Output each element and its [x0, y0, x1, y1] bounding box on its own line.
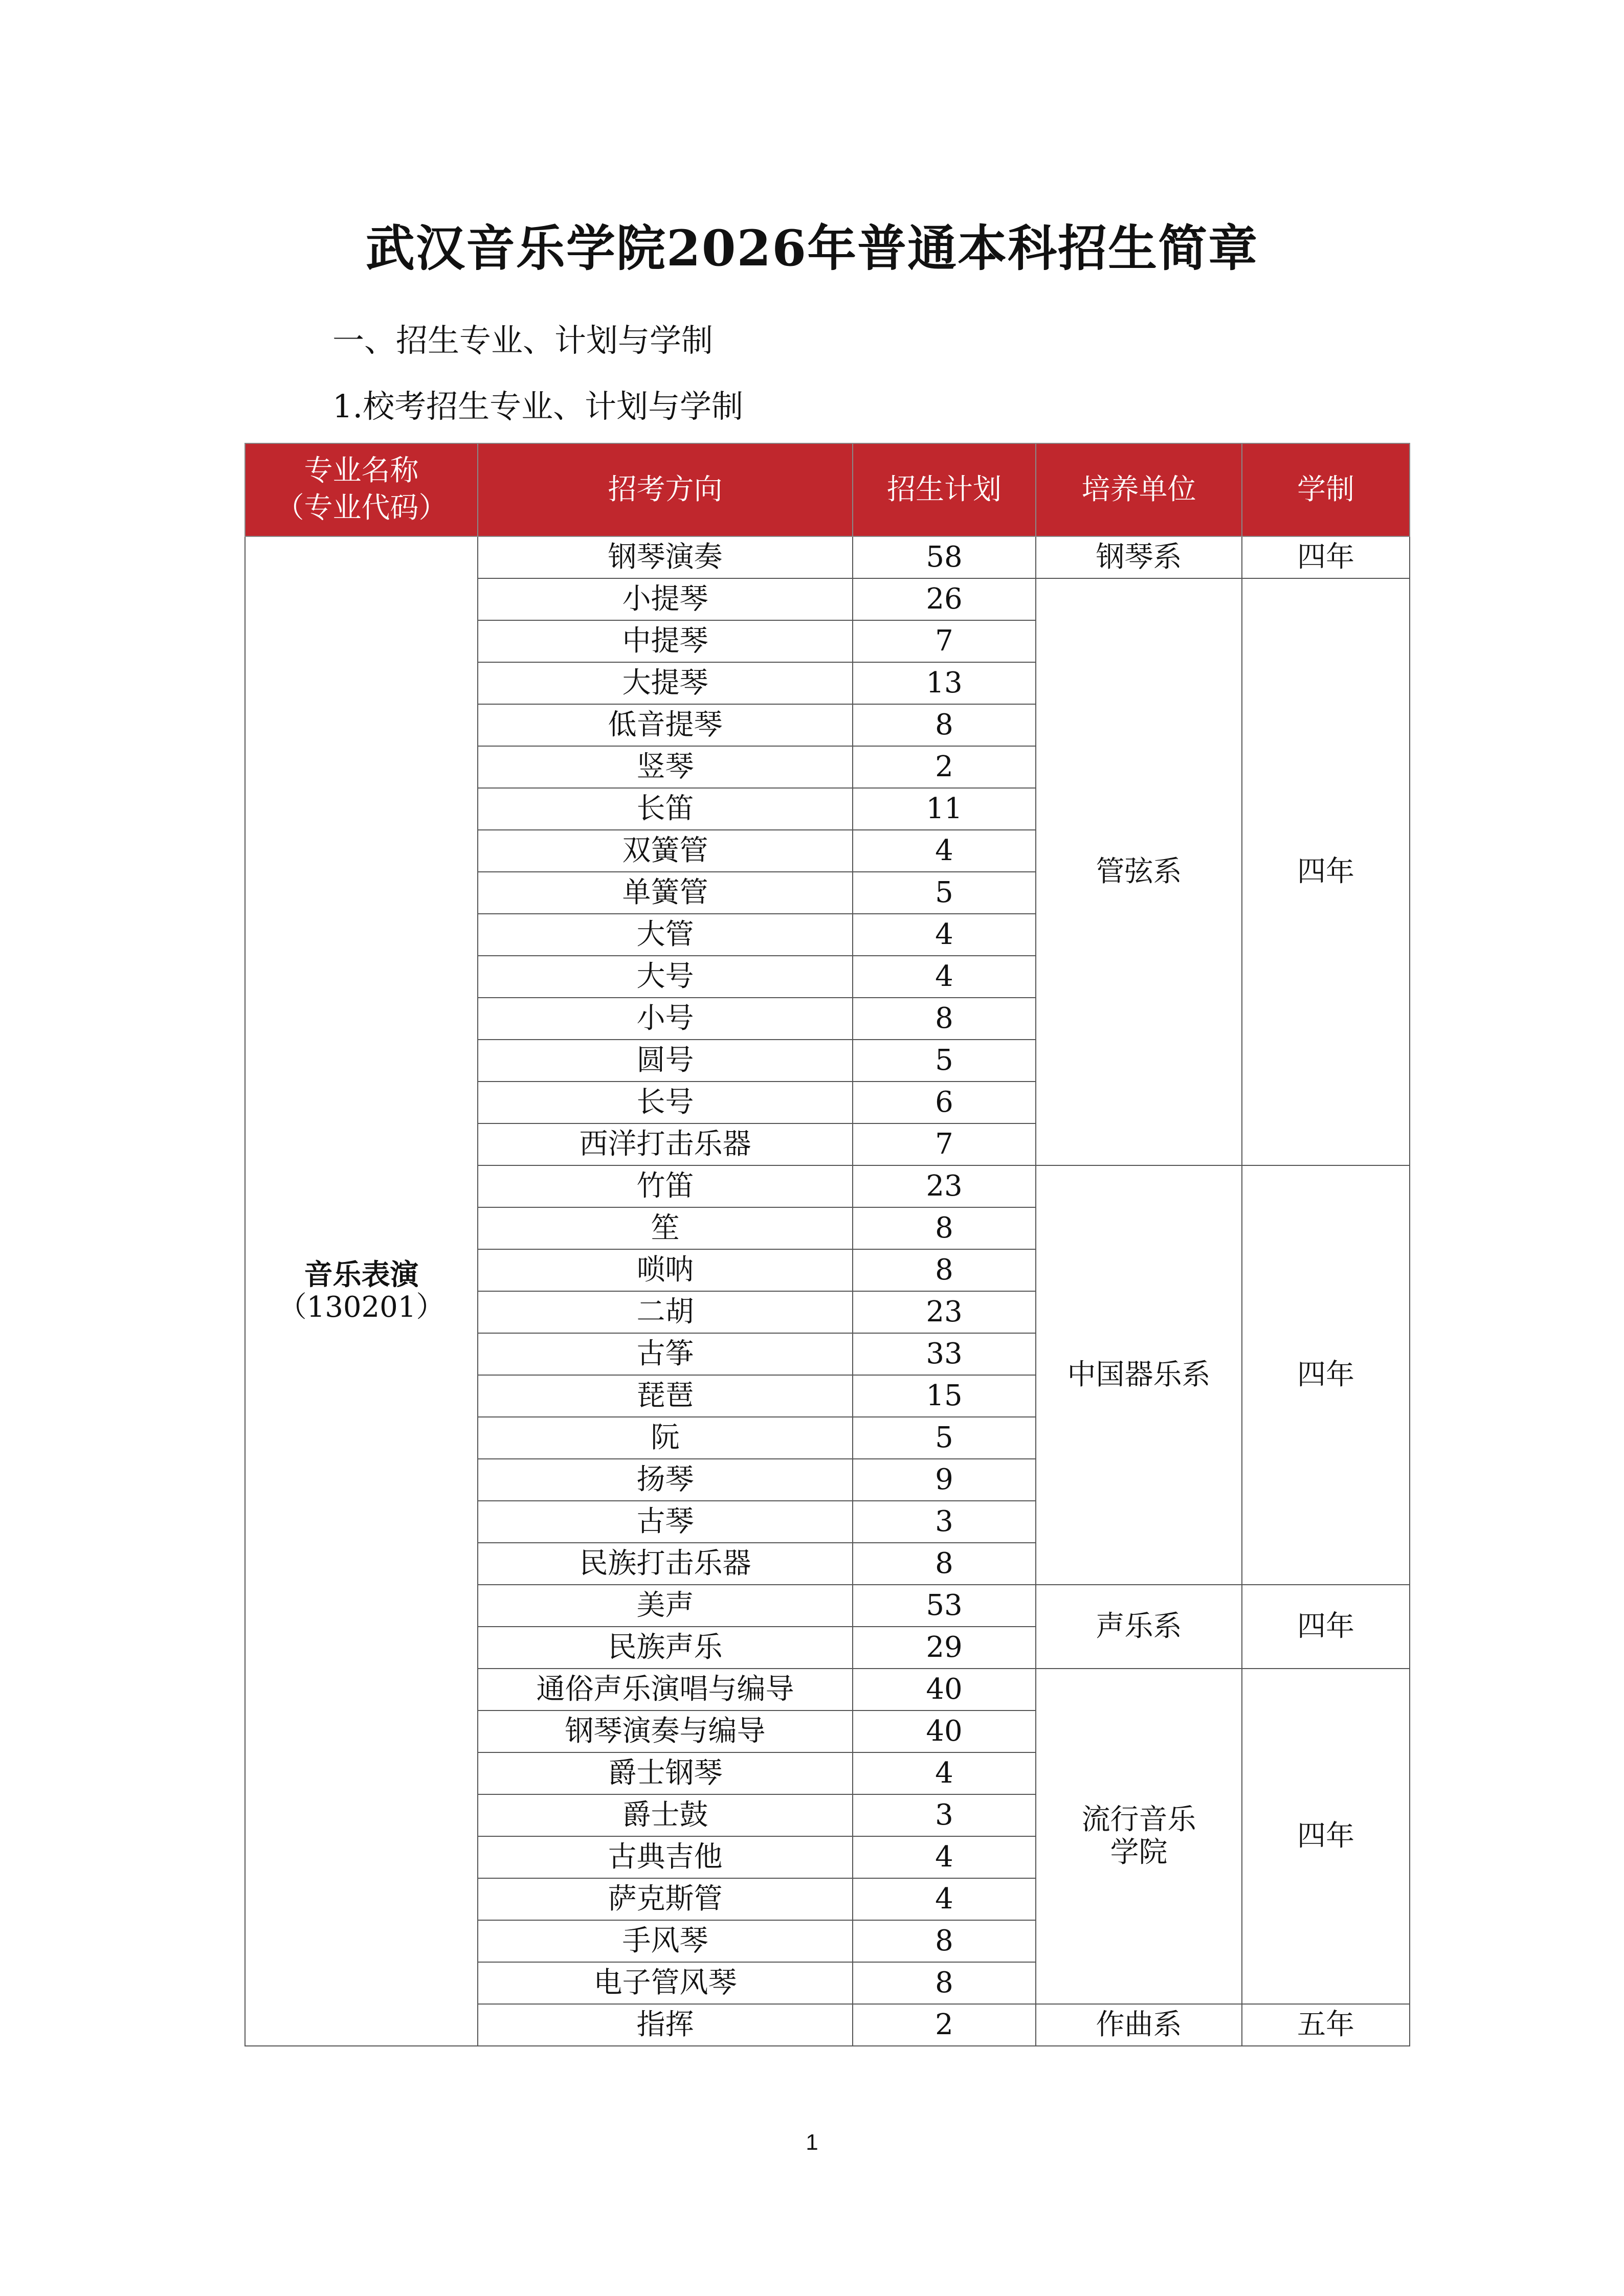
direction-cell: 古筝 [478, 1333, 853, 1375]
plan-cell: 23 [853, 1291, 1036, 1333]
plan-cell: 33 [853, 1333, 1036, 1375]
direction-cell: 竖琴 [478, 746, 853, 788]
header-major-line2: （专业代码） [275, 491, 448, 525]
plan-cell: 8 [853, 1962, 1036, 2004]
plan-cell: 5 [853, 1040, 1036, 1082]
plan-cell: 53 [853, 1585, 1036, 1627]
plan-cell: 7 [853, 620, 1036, 662]
unit-cell: 管弦系 [1036, 578, 1242, 1165]
direction-cell: 古典吉他 [478, 1836, 853, 1878]
duration-cell: 四年 [1242, 536, 1410, 578]
duration-cell: 四年 [1242, 1669, 1410, 2004]
direction-cell: 唢呐 [478, 1249, 853, 1291]
direction-cell: 民族打击乐器 [478, 1543, 853, 1585]
direction-cell: 手风琴 [478, 1920, 853, 1962]
unit-name-line2: 学院 [1110, 1836, 1168, 1869]
plan-cell: 2 [853, 746, 1036, 788]
direction-cell: 指挥 [478, 2004, 853, 2046]
page-number: 1 [806, 2130, 818, 2155]
plan-cell: 4 [853, 914, 1036, 956]
direction-cell: 长笛 [478, 788, 853, 830]
direction-cell: 大提琴 [478, 662, 853, 704]
direction-cell: 通俗声乐演唱与编导 [478, 1669, 853, 1710]
plan-cell: 3 [853, 1794, 1036, 1836]
plan-cell: 26 [853, 578, 1036, 620]
header-duration: 学制 [1242, 443, 1410, 536]
unit-cell [1036, 1669, 1242, 2004]
header-plan: 招生计划 [853, 443, 1036, 536]
plan-cell: 5 [853, 1417, 1036, 1459]
table-row [245, 536, 1410, 578]
plan-cell: 13 [853, 662, 1036, 704]
plan-cell: 4 [853, 830, 1036, 872]
header-major [245, 443, 478, 536]
section-heading: 一、招生专业、计划与学制 [332, 322, 714, 359]
direction-cell: 低音提琴 [478, 704, 853, 746]
direction-cell: 双簧管 [478, 830, 853, 872]
subsection-heading: 1.校考招生专业、计划与学制 [332, 388, 744, 425]
table-header-row [245, 443, 1410, 536]
header-direction: 招考方向 [478, 443, 853, 536]
plan-cell: 3 [853, 1501, 1036, 1543]
admission-plan-table [244, 443, 1410, 2046]
plan-cell: 4 [853, 956, 1036, 998]
plan-cell: 40 [853, 1669, 1036, 1710]
direction-cell: 爵士鼓 [478, 1794, 853, 1836]
plan-cell: 11 [853, 788, 1036, 830]
plan-cell: 29 [853, 1627, 1036, 1669]
unit-cell: 声乐系 [1036, 1585, 1242, 1669]
direction-cell: 电子管风琴 [478, 1962, 853, 2004]
unit-cell: 作曲系 [1036, 2004, 1242, 2046]
direction-cell: 萨克斯管 [478, 1878, 853, 1920]
header-major-line1: 专业名称 [304, 454, 419, 488]
direction-cell: 西洋打击乐器 [478, 1123, 853, 1165]
direction-cell: 大号 [478, 956, 853, 998]
direction-cell: 扬琴 [478, 1459, 853, 1501]
direction-cell: 钢琴演奏与编导 [478, 1710, 853, 1752]
plan-cell: 5 [853, 872, 1036, 914]
duration-cell: 五年 [1242, 2004, 1410, 2046]
direction-cell: 小提琴 [478, 578, 853, 620]
plan-cell: 6 [853, 1082, 1036, 1123]
direction-cell: 爵士钢琴 [478, 1752, 853, 1794]
plan-cell: 8 [853, 704, 1036, 746]
unit-cell: 钢琴系 [1036, 536, 1242, 578]
direction-cell: 单簧管 [478, 872, 853, 914]
plan-cell: 4 [853, 1878, 1036, 1920]
plan-cell: 8 [853, 998, 1036, 1040]
header-unit: 培养单位 [1036, 443, 1242, 536]
plan-cell: 4 [853, 1836, 1036, 1878]
direction-cell: 二胡 [478, 1291, 853, 1333]
direction-cell: 美声 [478, 1585, 853, 1627]
duration-cell: 四年 [1242, 1585, 1410, 1669]
plan-cell: 40 [853, 1710, 1036, 1752]
direction-cell: 钢琴演奏 [478, 536, 853, 578]
major-code: （130201） [278, 1291, 445, 1324]
unit-name-line1: 流行音乐 [1081, 1803, 1196, 1836]
duration-cell: 四年 [1242, 1165, 1410, 1585]
plan-cell: 8 [853, 1920, 1036, 1962]
direction-cell: 圆号 [478, 1040, 853, 1082]
duration-cell: 四年 [1242, 578, 1410, 1165]
direction-cell: 大管 [478, 914, 853, 956]
plan-cell: 23 [853, 1165, 1036, 1207]
direction-cell: 民族声乐 [478, 1627, 853, 1669]
direction-cell: 中提琴 [478, 620, 853, 662]
direction-cell: 小号 [478, 998, 853, 1040]
plan-cell: 4 [853, 1752, 1036, 1794]
direction-cell: 竹笛 [478, 1165, 853, 1207]
plan-cell: 58 [853, 536, 1036, 578]
plan-cell: 8 [853, 1207, 1036, 1249]
page-title: 武汉音乐学院2026年普通本科招生简章 [365, 219, 1259, 277]
plan-cell: 2 [853, 2004, 1036, 2046]
direction-cell: 古琴 [478, 1501, 853, 1543]
direction-cell: 琵琶 [478, 1375, 853, 1417]
plan-cell: 8 [853, 1249, 1036, 1291]
direction-cell: 长号 [478, 1082, 853, 1123]
plan-cell: 15 [853, 1375, 1036, 1417]
major-cell [245, 536, 478, 2046]
direction-cell: 笙 [478, 1207, 853, 1249]
major-name: 音乐表演 [304, 1257, 419, 1292]
unit-cell: 中国器乐系 [1036, 1165, 1242, 1585]
plan-cell: 9 [853, 1459, 1036, 1501]
direction-cell: 阮 [478, 1417, 853, 1459]
plan-cell: 7 [853, 1123, 1036, 1165]
plan-cell: 8 [853, 1543, 1036, 1585]
